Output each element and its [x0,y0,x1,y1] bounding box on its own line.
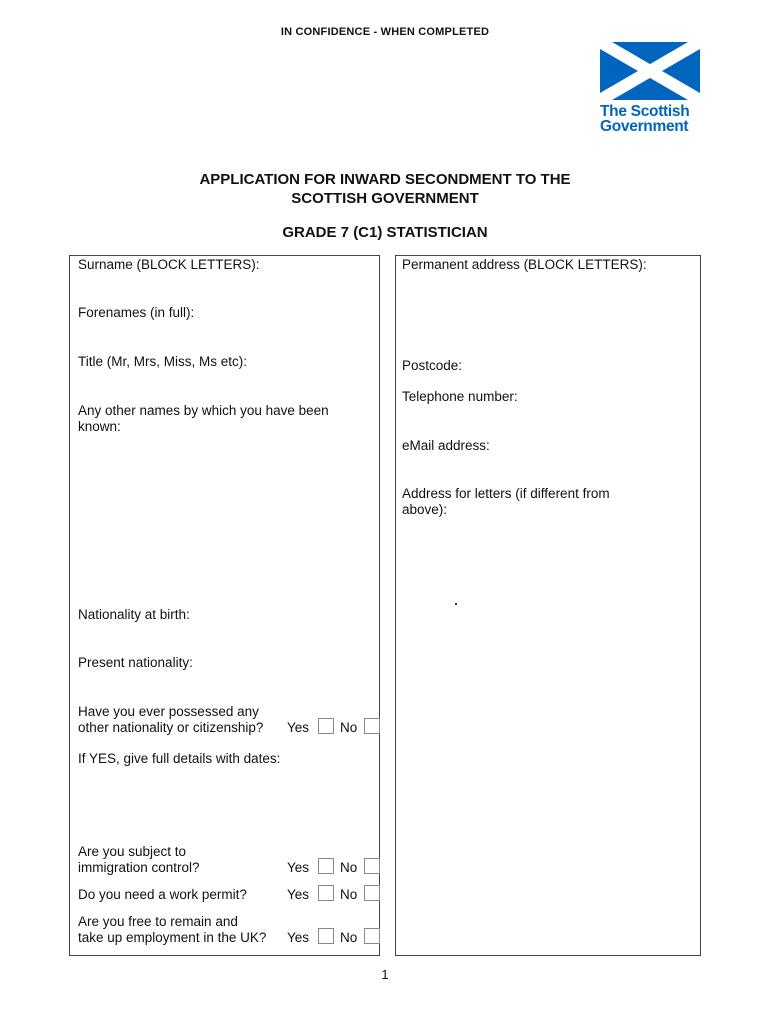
free-remain-yes-checkbox[interactable] [318,928,334,944]
page-number: 1 [381,967,389,982]
permanent-address-label: Permanent address (BLOCK LETTERS): [402,257,647,272]
logo-text-line1: The Scottish [600,103,690,120]
title-field-label: Title (Mr, Mrs, Miss, Ms etc): [78,354,247,369]
page-title [0,170,770,208]
title-line1: APPLICATION FOR INWARD SECONDMENT TO THE [199,171,571,188]
confidence-header: IN CONFIDENCE - WHEN COMPLETED [280,26,490,38]
immigration-label-line1: Are you subject to [78,844,187,859]
letters-address-label-line1: Address for letters (if different from [402,486,610,501]
immigration-no-checkbox[interactable] [364,858,380,874]
work-permit-no-label: No [340,887,358,902]
letters-address-label-line2: above): [402,502,448,517]
possessed-yes-label: Yes [287,720,310,735]
forenames-label: Forenames (in full): [78,305,195,320]
possessed-no-checkbox[interactable] [364,718,380,734]
free-remain-yes-label: Yes [287,930,310,945]
free-remain-label-line1: Are you free to remain and [78,914,238,929]
work-permit-yes-label: Yes [287,887,310,902]
immigration-yes-label: Yes [287,860,310,875]
other-names-label-line1: Any other names by which you have been [78,403,329,418]
nationality-birth-label: Nationality at birth: [78,607,190,622]
other-names-label-line2: known: [78,419,121,434]
work-permit-no-checkbox[interactable] [364,885,380,901]
logo-text-line2: Government [600,118,689,135]
postcode-label: Postcode: [402,358,463,373]
if-yes-details-label: If YES, give full details with dates: [78,751,281,766]
free-remain-label-line2: take up employment in the UK? [78,930,267,945]
title-line2: SCOTTISH GOVERNMENT [291,190,479,207]
possessed-label-line1: Have you ever possessed any [78,704,259,719]
email-label: eMail address: [402,438,490,453]
scottish-government-logo [600,42,704,134]
surname-label: Surname (BLOCK LETTERS): [78,257,260,272]
free-remain-no-label: No [340,930,358,945]
present-nationality-label: Present nationality: [78,655,193,670]
possessed-yes-checkbox[interactable] [318,718,334,734]
immigration-label-line2: immigration control? [78,860,200,875]
possessed-no-label: No [340,720,358,735]
free-remain-no-checkbox[interactable] [364,928,380,944]
possessed-label-line2: other nationality or citizenship? [78,720,264,735]
telephone-label: Telephone number: [402,389,518,404]
stray-mark [455,603,457,605]
immigration-no-label: No [340,860,358,875]
work-permit-yes-checkbox[interactable] [318,885,334,901]
saltire-flag-icon [600,42,700,100]
work-permit-label: Do you need a work permit? [78,887,247,902]
grade-title: GRADE 7 (C1) STATISTICIAN [282,224,488,241]
immigration-yes-checkbox[interactable] [318,858,334,874]
